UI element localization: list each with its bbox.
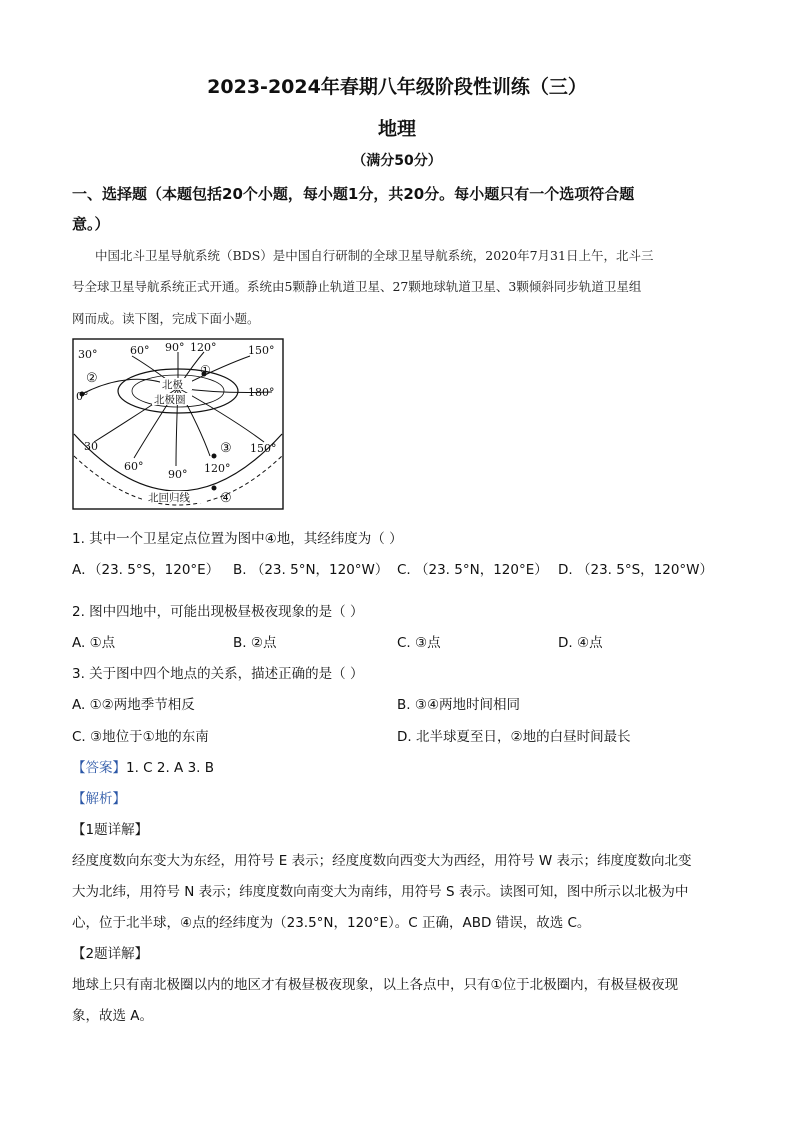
passage-line3: 网而成。读下图，完成下面小题。 [72, 311, 260, 326]
point-4-dot [212, 486, 217, 491]
analysis-label: 【解析】 [72, 791, 126, 807]
point-3-label: ③ [220, 441, 232, 456]
question-3-stem: 3. 关于图中四个地点的关系，描述正确的是（ ） [72, 666, 364, 682]
lon-label-180: 180° [248, 386, 275, 399]
exam-title: 2023-2024年春期八年级阶段性训练（三） [207, 76, 587, 98]
arctic-circle-label: 北极圈 [154, 394, 186, 406]
point-1-label: ① [200, 363, 211, 377]
analysis-heading [72, 787, 126, 807]
q3-option-d[interactable]: D. 北半球夏至日，②地的白昼时间最长 [397, 729, 631, 745]
point-2-label: ② [86, 371, 98, 386]
q3-option-a[interactable]: A. ①②两地季节相反 [72, 697, 195, 713]
q2-option-c[interactable]: C. ③点 [397, 635, 441, 651]
q2-option-b[interactable]: B. ②点 [233, 635, 277, 651]
answer-line [72, 756, 214, 776]
lon-label-bottom-90: 90° [168, 468, 188, 481]
lon-label-0: 0° [76, 390, 89, 403]
detail-2-line1: 地球上只有南北极圈以内的地区才有极昼极夜现象，以上各点中，只有①位于北极圈内，有极昼极夜现 [72, 977, 679, 993]
question-2-stem: 2. 图中四地中，可能出现极昼极夜现象的是（ ） [72, 604, 364, 620]
q2-option-a[interactable]: A. ①点 [72, 635, 116, 651]
q1-option-a[interactable]: A．（23. 5°S，120°E） [72, 562, 220, 578]
lon-label-150: 150° [248, 344, 275, 357]
lon-label-90: 90° [165, 341, 185, 354]
question-1-stem: 1. 其中一个卫星定点位置为图中④地，其经纬度为（ ） [72, 531, 403, 547]
lon-label-30: 30° [78, 348, 98, 361]
subject-title: 地理 [377, 118, 416, 140]
passage-line1: 中国北斗卫星导航系统（BDS）是中国自行研制的全球卫星导航系统，2020年7月31日上午，北斗三 [95, 248, 654, 263]
q3-option-c[interactable]: C. ③地位于①地的东南 [72, 729, 209, 745]
detail-2-line2: 象，故选 A。 [72, 1008, 154, 1024]
passage-line2: 号全球卫星导航系统正式开通。系统由5颗静止轨道卫星、27颗地球轨道卫星、3颗倾斜同步轨道卫星组 [72, 279, 642, 294]
point-4-label: ④ [220, 491, 232, 506]
q1-option-d[interactable]: D. （23. 5°S，120°W） [558, 562, 714, 578]
lon-label-60: 60° [130, 344, 150, 357]
answer-text: 1. C 2. A 3. B [126, 760, 215, 776]
q2-option-d[interactable]: D. ④点 [558, 635, 603, 651]
lon-label-bottom-120: 120° [204, 462, 231, 475]
pole-label: 北极 [162, 379, 183, 391]
lon-label-bottom-60: 60° [124, 460, 144, 473]
section-heading-line2: 意。） [72, 215, 110, 233]
point-3-dot [212, 454, 217, 459]
detail-2-label: 【2题详解】 [72, 946, 149, 962]
polar-projection-map [72, 338, 284, 510]
detail-1-label: 【1题详解】 [72, 822, 149, 838]
detail-1-line2: 大为北纬，用符号 N 表示；纬度度数向南变大为南纬，用符号 S 表示。读图可知，图中所示以北极为中 [72, 884, 689, 900]
q1-option-c[interactable]: C. （23. 5°N，120°E） [397, 562, 548, 578]
lon-label-bottom-150: 150° [250, 442, 277, 455]
lon-label-120: 120° [190, 341, 217, 354]
section-heading-line1: 一、选择题（本题包括20个小题，每小题1分，共20分。每小题只有一个选项符合题 [72, 185, 635, 203]
answer-label: 【答案】 [72, 760, 126, 776]
q3-option-b[interactable]: B. ③④两地时间相同 [397, 697, 521, 713]
tropic-label: 北回归线 [148, 492, 190, 504]
q1-option-b[interactable]: B. （23. 5°N，120°W） [233, 562, 389, 578]
lon-label-bottom-30: 30 [84, 440, 98, 453]
detail-1-line1: 经度度数向东变大为东经，用符号 E 表示；经度度数向西变大为西经，用符号 W 表示；纬度度数向北变 [72, 853, 692, 869]
score-note: （满分50分） [352, 153, 442, 169]
detail-1-line3: 心，位于北半球，④点的经纬度为（23.5°N，120°E）。C 正确，ABD 错误，故选 C。 [72, 915, 591, 931]
